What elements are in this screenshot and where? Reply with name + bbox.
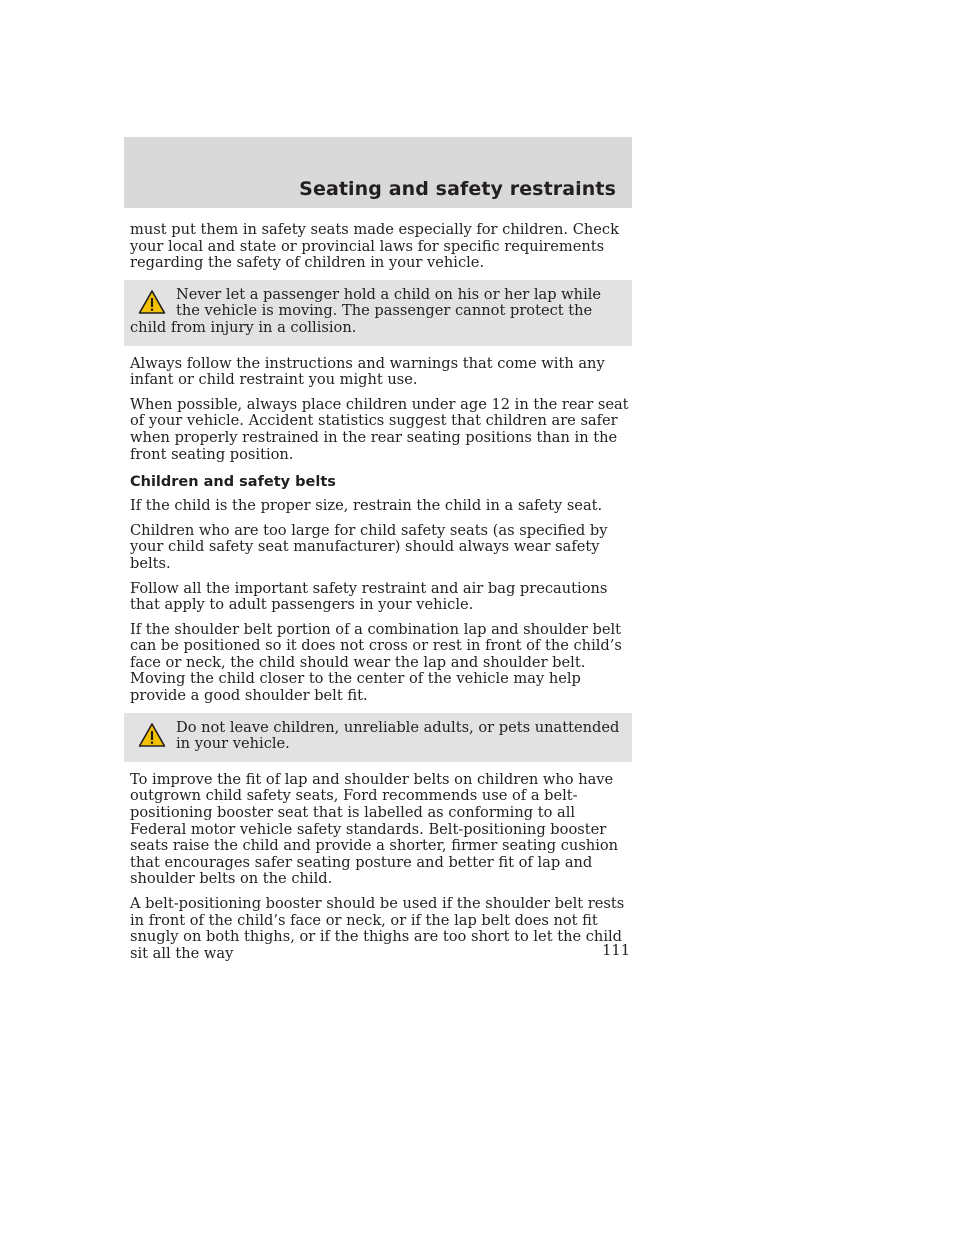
paragraph-intro: must put them in safety seats made especially for children. Check your local and state or provincial laws for specific requirements regarding the safety of children in your vehicle. [130, 221, 619, 272]
warning-triangle-icon [130, 722, 170, 752]
paragraph-shoulder-belt: If the shoulder belt portion of a combination lap and shoulder belt can be positioned so it does not cross or rest in front of the child’s face or neck, the child should wear the lap and shoulder belt. Moving the child closer to the center of the vehicle may help provide a good shoulder belt fit. [130, 620, 622, 705]
warning-box-lap [124, 280, 632, 346]
warning-text-lap: Never let a passenger hold a child on his or her lap while the vehicle is moving. The passenger cannot protect the child from injury in a collision. [130, 285, 602, 336]
paragraph-precautions: Follow all the important safety restraint and air bag precautions that apply to adult passengers in your vehicle. [130, 579, 608, 614]
warning-text-unattended: Do not leave children, unreliable adults, or pets unattended in your vehicle. [176, 718, 620, 753]
paragraph-proper-size: If the child is the proper size, restrain the child in a safety seat. [130, 497, 603, 515]
paragraph-instructions: Always follow the instructions and warnings that come with any infant or child restraint you might use. [130, 354, 605, 389]
paragraph-booster-usage: A belt-positioning booster should be used if the shoulder belt rests in front of the child’s face or neck, or if the lap belt does not fit snugly on both thighs, or if the thighs are too short to let the child sit all the way [130, 895, 625, 962]
page-number: 111 [602, 942, 630, 959]
paragraph-booster-seat: To improve the fit of lap and shoulder belts on children who have outgrown child safety seats, Ford recommends use of a belt-positioning booster seat that is labelled as conforming to all Federal motor vehicle safety standards. Belt-positioning booster seats raise the child and provide a shorter, firmer seating cushion that encourages safer seating posture and better fit of lap and shoulder belts on the child. [130, 770, 619, 888]
section-title: Seating and safety restraints [299, 178, 616, 200]
subheading-children-belts: Children and safety belts [130, 474, 336, 491]
section-header [124, 137, 632, 208]
paragraph-rear-seat: When possible, always place children under age 12 in the rear seat of your vehicle. Accident statistics suggest that children are safer when properly restrained in the rear seating positions than in the front seating position. [130, 395, 629, 463]
warning-triangle-icon [130, 289, 170, 319]
paragraph-too-large: Children who are too large for child safety seats (as specified by your child safety seat manufacturer) should always wear safety belts. [130, 521, 608, 572]
warning-box-unattended [124, 713, 632, 762]
page-content [124, 222, 632, 970]
